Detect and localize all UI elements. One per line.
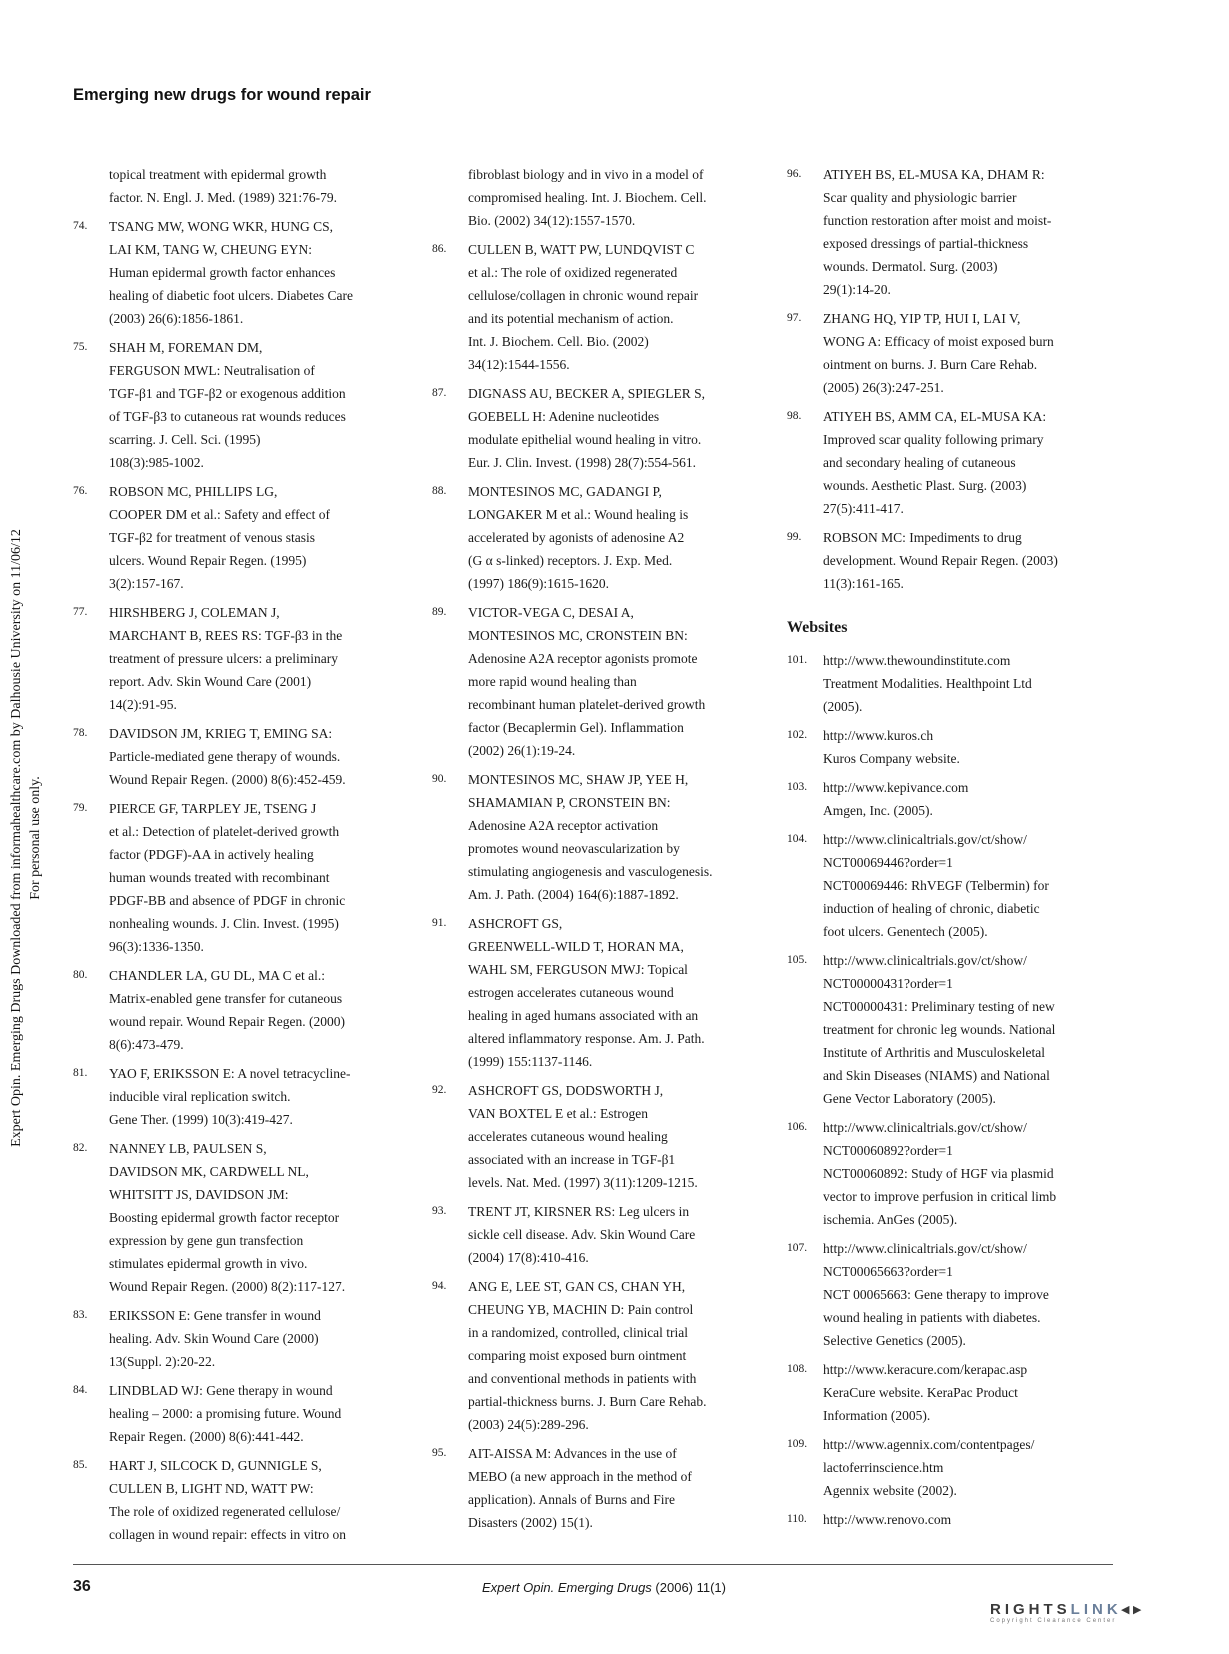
reference-line: NCT00069446: RhVEGF (Telbermin) for [823,878,1049,893]
reference-line: 3(2):157-167. [109,576,184,591]
reference-line: LAI KM, TANG W, CHEUNG EYN: [109,242,313,257]
page-number: 36 [73,1578,91,1595]
reference-line: healing of diabetic foot ulcers. Diabetes Care [109,288,354,303]
reference-line: Institute of Arthritis and Musculoskeletal [823,1045,1045,1060]
reference-line: partial-thickness burns. J. Burn Care Rehab. [468,1394,707,1409]
reference-number: 106. [787,1121,808,1133]
reference-line: and conventional methods in patients with [468,1371,697,1386]
footer-rule [73,1564,1113,1565]
reference-line: induction of healing of chronic, diabetic [823,901,1040,916]
reference-item [432,238,757,376]
reference-item [787,405,1117,520]
reference-number: 79. [73,802,88,814]
reference-line: DIGNASS AU, BECKER A, SPIEGLER S, [468,386,706,401]
reference-line: http://www.kepivance.com [823,780,969,795]
reference-line: Bio. (2002) 34(12):1557-1570. [468,213,636,228]
reference-item [73,964,398,1056]
column-3 [787,163,1117,1537]
reference-line: PIERCE GF, TARPLEY JE, TSENG J [109,801,317,816]
reference-line: NANNEY LB, PAULSEN S, [109,1141,267,1156]
reference-line: (2005). [823,699,863,714]
reference-line: Scar quality and physiologic barrier [823,190,1017,205]
download-notice [6,458,46,1218]
reference-number: 89. [432,606,447,618]
reference-line: WAHL SM, FERGUSON MWJ: Topical [468,962,688,977]
reference-line: http://www.kuros.ch [823,728,934,743]
reference-line: vector to improve perfusion in critical limb [823,1189,1057,1204]
reference-line: NCT00060892?order=1 [823,1143,953,1158]
reference-line: factor (Becaplermin Gel). Inflammation [468,720,684,735]
reference-line: promotes wound neovascularization by [468,841,680,856]
reference-number: 92. [432,1084,447,1096]
reference-line: Wound Repair Regen. (2000) 8(2):117-127. [109,1279,346,1294]
reference-line: exposed dressings of partial-thickness [823,236,1029,251]
reference-line: CULLEN B, LIGHT ND, WATT PW: [109,1481,314,1496]
reference-line: recombinant human platelet-derived growth [468,697,706,712]
reference-line: Eur. J. Clin. Invest. (1998) 28(7):554-561. [468,455,696,470]
reference-line: Am. J. Path. (2004) 164(6):1887-1892. [468,887,679,902]
reference-line: accelerates cutaneous wound healing [468,1129,668,1144]
reference-item [73,797,398,958]
reference-line: wounds. Aesthetic Plast. Surg. (2003) [823,478,1027,493]
reference-item [432,163,757,232]
journal-citation [454,1580,754,1595]
reference-line: estrogen accelerates cutaneous wound [468,985,674,1000]
reference-number: 76. [73,485,88,497]
reference-line: http://www.renovo.com [823,1512,952,1527]
reference-item [787,828,1117,943]
reference-line: 13(Suppl. 2):20-22. [109,1354,216,1369]
reference-item [73,1379,398,1448]
rightslink-logo-link: LINK [1070,1601,1122,1618]
reference-line: NCT00000431: Preliminary testing of new [823,999,1055,1014]
reference-line: HIRSHBERG J, COLEMAN J, [109,605,280,620]
reference-line: The role of oxidized regenerated cellulose/ [109,1504,341,1519]
reference-line: treatment of pressure ulcers: a preliminary [109,651,339,666]
reference-line: of TGF-β3 to cutaneous rat wounds reduces [109,409,346,424]
reference-item [432,1079,757,1194]
reference-line: COOPER DM et al.: Safety and effect of [109,507,330,522]
reference-item [432,1200,757,1269]
reference-item [73,1062,398,1131]
reference-number: 75. [73,341,88,353]
reference-line: Particle-mediated gene therapy of wounds. [109,749,341,764]
reference-line: Improved scar quality following primary [823,432,1044,447]
column-2 [432,163,757,1540]
reference-line: foot ulcers. Genentech (2005). [823,924,988,939]
reference-item [73,1454,398,1546]
reference-line: (2005) 26(3):247-251. [823,380,944,395]
reference-number: 98. [787,410,802,422]
reference-line: wound repair. Wound Repair Regen. (2000) [109,1014,345,1029]
reference-item [787,1237,1117,1352]
reference-line: 108(3):985-1002. [109,455,204,470]
running-header: Emerging new drugs for wound repair [73,86,371,104]
reference-line: Treatment Modalities. Healthpoint Ltd [823,676,1032,691]
reference-line: Matrix-enabled gene transfer for cutaneous [109,991,343,1006]
download-notice-line-1: Expert Opin. Emerging Drugs Downloaded from informahealthcare.com by Dalhousie University on 11/06/12 [9,529,24,1147]
reference-line: factor. N. Engl. J. Med. (1989) 321:76-79. [109,190,337,205]
reference-line: WONG A: Efficacy of moist exposed burn [823,334,1054,349]
reference-line: Repair Regen. (2000) 8(6):441-442. [109,1429,304,1444]
reference-number: 93. [432,1205,447,1217]
rightslink-logo [990,1600,1145,1624]
reference-item [432,1442,757,1534]
reference-line: LINDBLAD WJ: Gene therapy in wound [109,1383,333,1398]
reference-line: inducible viral replication switch. [109,1089,291,1104]
reference-line: ischemia. AnGes (2005). [823,1212,958,1227]
reference-line: TRENT JT, KIRSNER RS: Leg ulcers in [468,1204,690,1219]
reference-item [73,722,398,791]
reference-number: 110. [787,1513,807,1525]
reference-number: 90. [432,773,447,785]
reference-line: PDGF-BB and absence of PDGF in chronic [109,893,346,908]
reference-line: function restoration after moist and moist- [823,213,1052,228]
reference-line: MEBO (a new approach in the method of [468,1469,692,1484]
reference-item [432,601,757,762]
reference-number: 102. [787,729,808,741]
reference-item [432,912,757,1073]
column-1 [73,163,398,1552]
reference-item [787,776,1117,822]
reference-line: (2004) 17(8):410-416. [468,1250,589,1265]
reference-line: more rapid wound healing than [468,674,637,689]
reference-item [787,307,1117,399]
reference-item [787,649,1117,718]
reference-number: 85. [73,1459,88,1471]
reference-line: cellulose/collagen in chronic wound repair [468,288,699,303]
reference-line: CHANDLER LA, GU DL, MA C et al.: [109,968,325,983]
reference-number: 105. [787,954,808,966]
reference-line: Human epidermal growth factor enhances [109,265,336,280]
reference-number: 109. [787,1438,808,1450]
reference-line: 29(1):14-20. [823,282,891,297]
reference-number: 103. [787,781,808,793]
reference-line: DAVIDSON MK, CARDWELL NL, [109,1164,309,1179]
reference-item [432,480,757,595]
reference-line: ANG E, LEE ST, GAN CS, CHAN YH, [468,1279,686,1294]
reference-number: 101. [787,654,808,666]
reference-number: 97. [787,312,802,324]
reference-line: 14(2):91-95. [109,697,177,712]
reference-number: 81. [73,1067,88,1079]
reference-line: http://www.clinicaltrials.gov/ct/show/ [823,1120,1027,1135]
reference-line: Kuros Company website. [823,751,960,766]
reference-number: 96. [787,168,802,180]
reference-line: levels. Nat. Med. (1997) 3(11):1209-1215. [468,1175,698,1190]
reference-line: compromised healing. Int. J. Biochem. Cell. [468,190,707,205]
reference-line: wound healing in patients with diabetes. [823,1310,1041,1325]
reference-line: 27(5):411-417. [823,501,904,516]
reference-line: CHEUNG YB, MACHIN D: Pain control [468,1302,694,1317]
reference-line: collagen in wound repair: effects in vitro on [109,1527,347,1542]
reference-line: ROBSON MC: Impediments to drug [823,530,1022,545]
reference-line: 96(3):1336-1350. [109,939,204,954]
reference-line: DAVIDSON JM, KRIEG T, EMING SA: [109,726,333,741]
reference-line: and Skin Diseases (NIAMS) and National [823,1068,1050,1083]
reference-line: MONTESINOS MC, SHAW JP, YEE H, [468,772,689,787]
reference-number: 88. [432,485,447,497]
reference-number: 95. [432,1447,447,1459]
reference-line: FERGUSON MWL: Neutralisation of [109,363,315,378]
reference-number: 78. [73,727,88,739]
reference-line: KeraCure website. KeraPac Product [823,1385,1018,1400]
reference-line: LONGAKER M et al.: Wound healing is [468,507,689,522]
reference-number: 108. [787,1363,808,1375]
reference-item [787,724,1117,770]
reference-line: ATIYEH BS, AMM CA, EL-MUSA KA: [823,409,1047,424]
reference-number: 91. [432,917,447,929]
reference-line: Boosting epidermal growth factor receptor [109,1210,340,1225]
reference-line: stimulating angiogenesis and vasculogenesis. [468,864,713,879]
reference-line: VAN BOXTEL E et al.: Estrogen [468,1106,648,1121]
reference-line: NCT00069446?order=1 [823,855,953,870]
reference-line: healing – 2000: a promising future. Wound [109,1406,342,1421]
reference-line: Int. J. Biochem. Cell. Bio. (2002) [468,334,649,349]
reference-line: Amgen, Inc. (2005). [823,803,933,818]
reference-item [73,163,398,209]
reference-line: ROBSON MC, PHILLIPS LG, [109,484,278,499]
download-notice-line-2: For personal use only. [28,776,43,900]
reference-line: VICTOR-VEGA C, DESAI A, [468,605,634,620]
reference-line: NCT00065663?order=1 [823,1264,953,1279]
rightslink-arrow-icon: ◂▸ [1121,1601,1145,1618]
rightslink-logo-main: RIGHTS [990,1601,1071,1618]
reference-line: (G α s-linked) receptors. J. Exp. Med. [468,553,673,568]
reference-line: TGF-β2 for treatment of venous stasis [109,530,315,545]
reference-line: associated with an increase in TGF-β1 [468,1152,676,1167]
reference-line: treatment for chronic leg wounds. National [823,1022,1056,1037]
reference-line: GREENWELL-WILD T, HORAN MA, [468,939,684,954]
reference-line: ointment on burns. J. Burn Care Rehab. [823,357,1038,372]
reference-item [432,1275,757,1436]
reference-item [787,163,1117,301]
reference-item [73,1137,398,1298]
reference-line: topical treatment with epidermal growth [109,167,327,182]
reference-line: modulate epithelial wound healing in vitro. [468,432,702,447]
reference-line: 8(6):473-479. [109,1037,184,1052]
reference-line: fibroblast biology and in vivo in a model of [468,167,704,182]
reference-line: YAO F, ERIKSSON E: A novel tetracycline- [109,1066,351,1081]
reference-line: healing. Adv. Skin Wound Care (2000) [109,1331,319,1346]
reference-line: accelerated by agonists of adenosine A2 [468,530,685,545]
reference-number: 94. [432,1280,447,1292]
rightslink-logo-sub: Copyright Clearance Center [990,1618,1117,1624]
reference-line: MONTESINOS MC, GADANGI P, [468,484,662,499]
reference-line: SHAMAMIAN P, CRONSTEIN BN: [468,795,671,810]
reference-line: WHITSITT JS, DAVIDSON JM: [109,1187,289,1202]
reference-line: healing in aged humans associated with an [468,1008,699,1023]
reference-line: http://www.clinicaltrials.gov/ct/show/ [823,953,1027,968]
reference-line: nonhealing wounds. J. Clin. Invest. (1995) [109,916,339,931]
reference-number: 107. [787,1242,808,1254]
reference-line: (2003) 26(6):1856-1861. [109,311,244,326]
reference-line: GOEBELL H: Adenine nucleotides [468,409,660,424]
reference-line: HART J, SILCOCK D, GUNNIGLE S, [109,1458,322,1473]
reference-number: 80. [73,969,88,981]
reference-item [73,1304,398,1373]
reference-line: ASHCROFT GS, [468,916,563,931]
reference-line: NCT00000431?order=1 [823,976,953,991]
reference-line: ASHCROFT GS, DODSWORTH J, [468,1083,664,1098]
reference-line: lactoferrinscience.htm [823,1460,944,1475]
reference-number: 104. [787,833,808,845]
reference-item [787,1508,1117,1531]
reference-number: 87. [432,387,447,399]
reference-line: ulcers. Wound Repair Regen. (1995) [109,553,307,568]
reference-line: Gene Ther. (1999) 10(3):419-427. [109,1112,293,1127]
reference-number: 77. [73,606,88,618]
reference-line: factor (PDGF)-AA in actively healing [109,847,314,862]
journal-name: Expert Opin. Emerging Drugs [482,1580,652,1595]
reference-line: http://www.thewoundinstitute.com [823,653,1011,668]
reference-line: expression by gene gun transfection [109,1233,304,1248]
reference-line: altered inflammatory response. Am. J. Path. [468,1031,705,1046]
reference-line: and its potential mechanism of action. [468,311,674,326]
reference-line: SHAH M, FOREMAN DM, [109,340,263,355]
reference-line: application). Annals of Burns and Fire [468,1492,675,1507]
reference-number: 99. [787,531,802,543]
reference-line: wounds. Dermatol. Surg. (2003) [823,259,998,274]
reference-line: Selective Genetics (2005). [823,1333,966,1348]
reference-item [787,1358,1117,1427]
reference-number: 74. [73,220,88,232]
reference-line: et al.: Detection of platelet-derived growth [109,824,340,839]
reference-line: http://www.keracure.com/kerapac.asp [823,1362,1028,1377]
reference-line: TGF-β1 and TGF-β2 or exogenous addition [109,386,346,401]
reference-line: TSANG MW, WONG WKR, HUNG CS, [109,219,334,234]
reference-item [432,768,757,906]
section-heading-websites: Websites [787,619,848,636]
reference-line: comparing moist exposed burn ointment [468,1348,687,1363]
reference-line: (1999) 155:1137-1146. [468,1054,593,1069]
reference-item [73,601,398,716]
reference-line: http://www.clinicaltrials.gov/ct/show/ [823,1241,1027,1256]
reference-line: http://www.clinicaltrials.gov/ct/show/ [823,832,1027,847]
reference-line: human wounds treated with recombinant [109,870,330,885]
reference-line: MARCHANT B, REES RS: TGF-β3 in the [109,628,343,643]
reference-line: (2002) 26(1):19-24. [468,743,576,758]
reference-line: (2003) 24(5):289-296. [468,1417,589,1432]
reference-item [73,215,398,330]
reference-item [787,1433,1117,1502]
reference-number: 83. [73,1309,88,1321]
reference-line: and secondary healing of cutaneous [823,455,1016,470]
reference-item [432,382,757,474]
reference-line: ATIYEH BS, EL-MUSA KA, DHAM R: [823,167,1045,182]
reference-line: development. Wound Repair Regen. (2003) [823,553,1058,568]
reference-line: Wound Repair Regen. (2000) 8(6):452-459. [109,772,346,787]
reference-item [787,949,1117,1110]
reference-line: Information (2005). [823,1408,931,1423]
reference-line: ERIKSSON E: Gene transfer in wound [109,1308,321,1323]
reference-line: ZHANG HQ, YIP TP, HUI I, LAI V, [823,311,1021,326]
reference-number: 82. [73,1142,88,1154]
reference-line: in a randomized, controlled, clinical trial [468,1325,689,1340]
reference-line: Agennix website (2002). [823,1483,957,1498]
journal-issue: (2006) 11(1) [655,1580,726,1595]
reference-line: CULLEN B, WATT PW, LUNDQVIST C [468,242,695,257]
reference-line: MONTESINOS MC, CRONSTEIN BN: [468,628,688,643]
reference-line: (1997) 186(9):1615-1620. [468,576,609,591]
reference-line: sickle cell disease. Adv. Skin Wound Care [468,1227,696,1242]
reference-line: Adenosine A2A receptor activation [468,818,659,833]
reference-line: scarring. J. Cell. Sci. (1995) [109,432,261,447]
reference-line: report. Adv. Skin Wound Care (2001) [109,674,312,689]
reference-number: 84. [73,1384,88,1396]
reference-item [787,526,1117,595]
reference-line: 11(3):161-165. [823,576,904,591]
reference-line: 34(12):1544-1556. [468,357,570,372]
reference-line: NCT 00065663: Gene therapy to improve [823,1287,1049,1302]
reference-line: Adenosine A2A receptor agonists promote [468,651,698,666]
reference-line: NCT00060892: Study of HGF via plasmid [823,1166,1054,1181]
reference-line: Gene Vector Laboratory (2005). [823,1091,996,1106]
reference-item [73,480,398,595]
reference-line: et al.: The role of oxidized regenerated [468,265,678,280]
reference-item [787,1116,1117,1231]
reference-line: AIT-AISSA M: Advances in the use of [468,1446,677,1461]
reference-line: Disasters (2002) 15(1). [468,1515,593,1530]
reference-line: stimulates epidermal growth in vivo. [109,1256,308,1271]
reference-line: http://www.agennix.com/contentpages/ [823,1437,1035,1452]
reference-item [73,336,398,474]
reference-number: 86. [432,243,447,255]
